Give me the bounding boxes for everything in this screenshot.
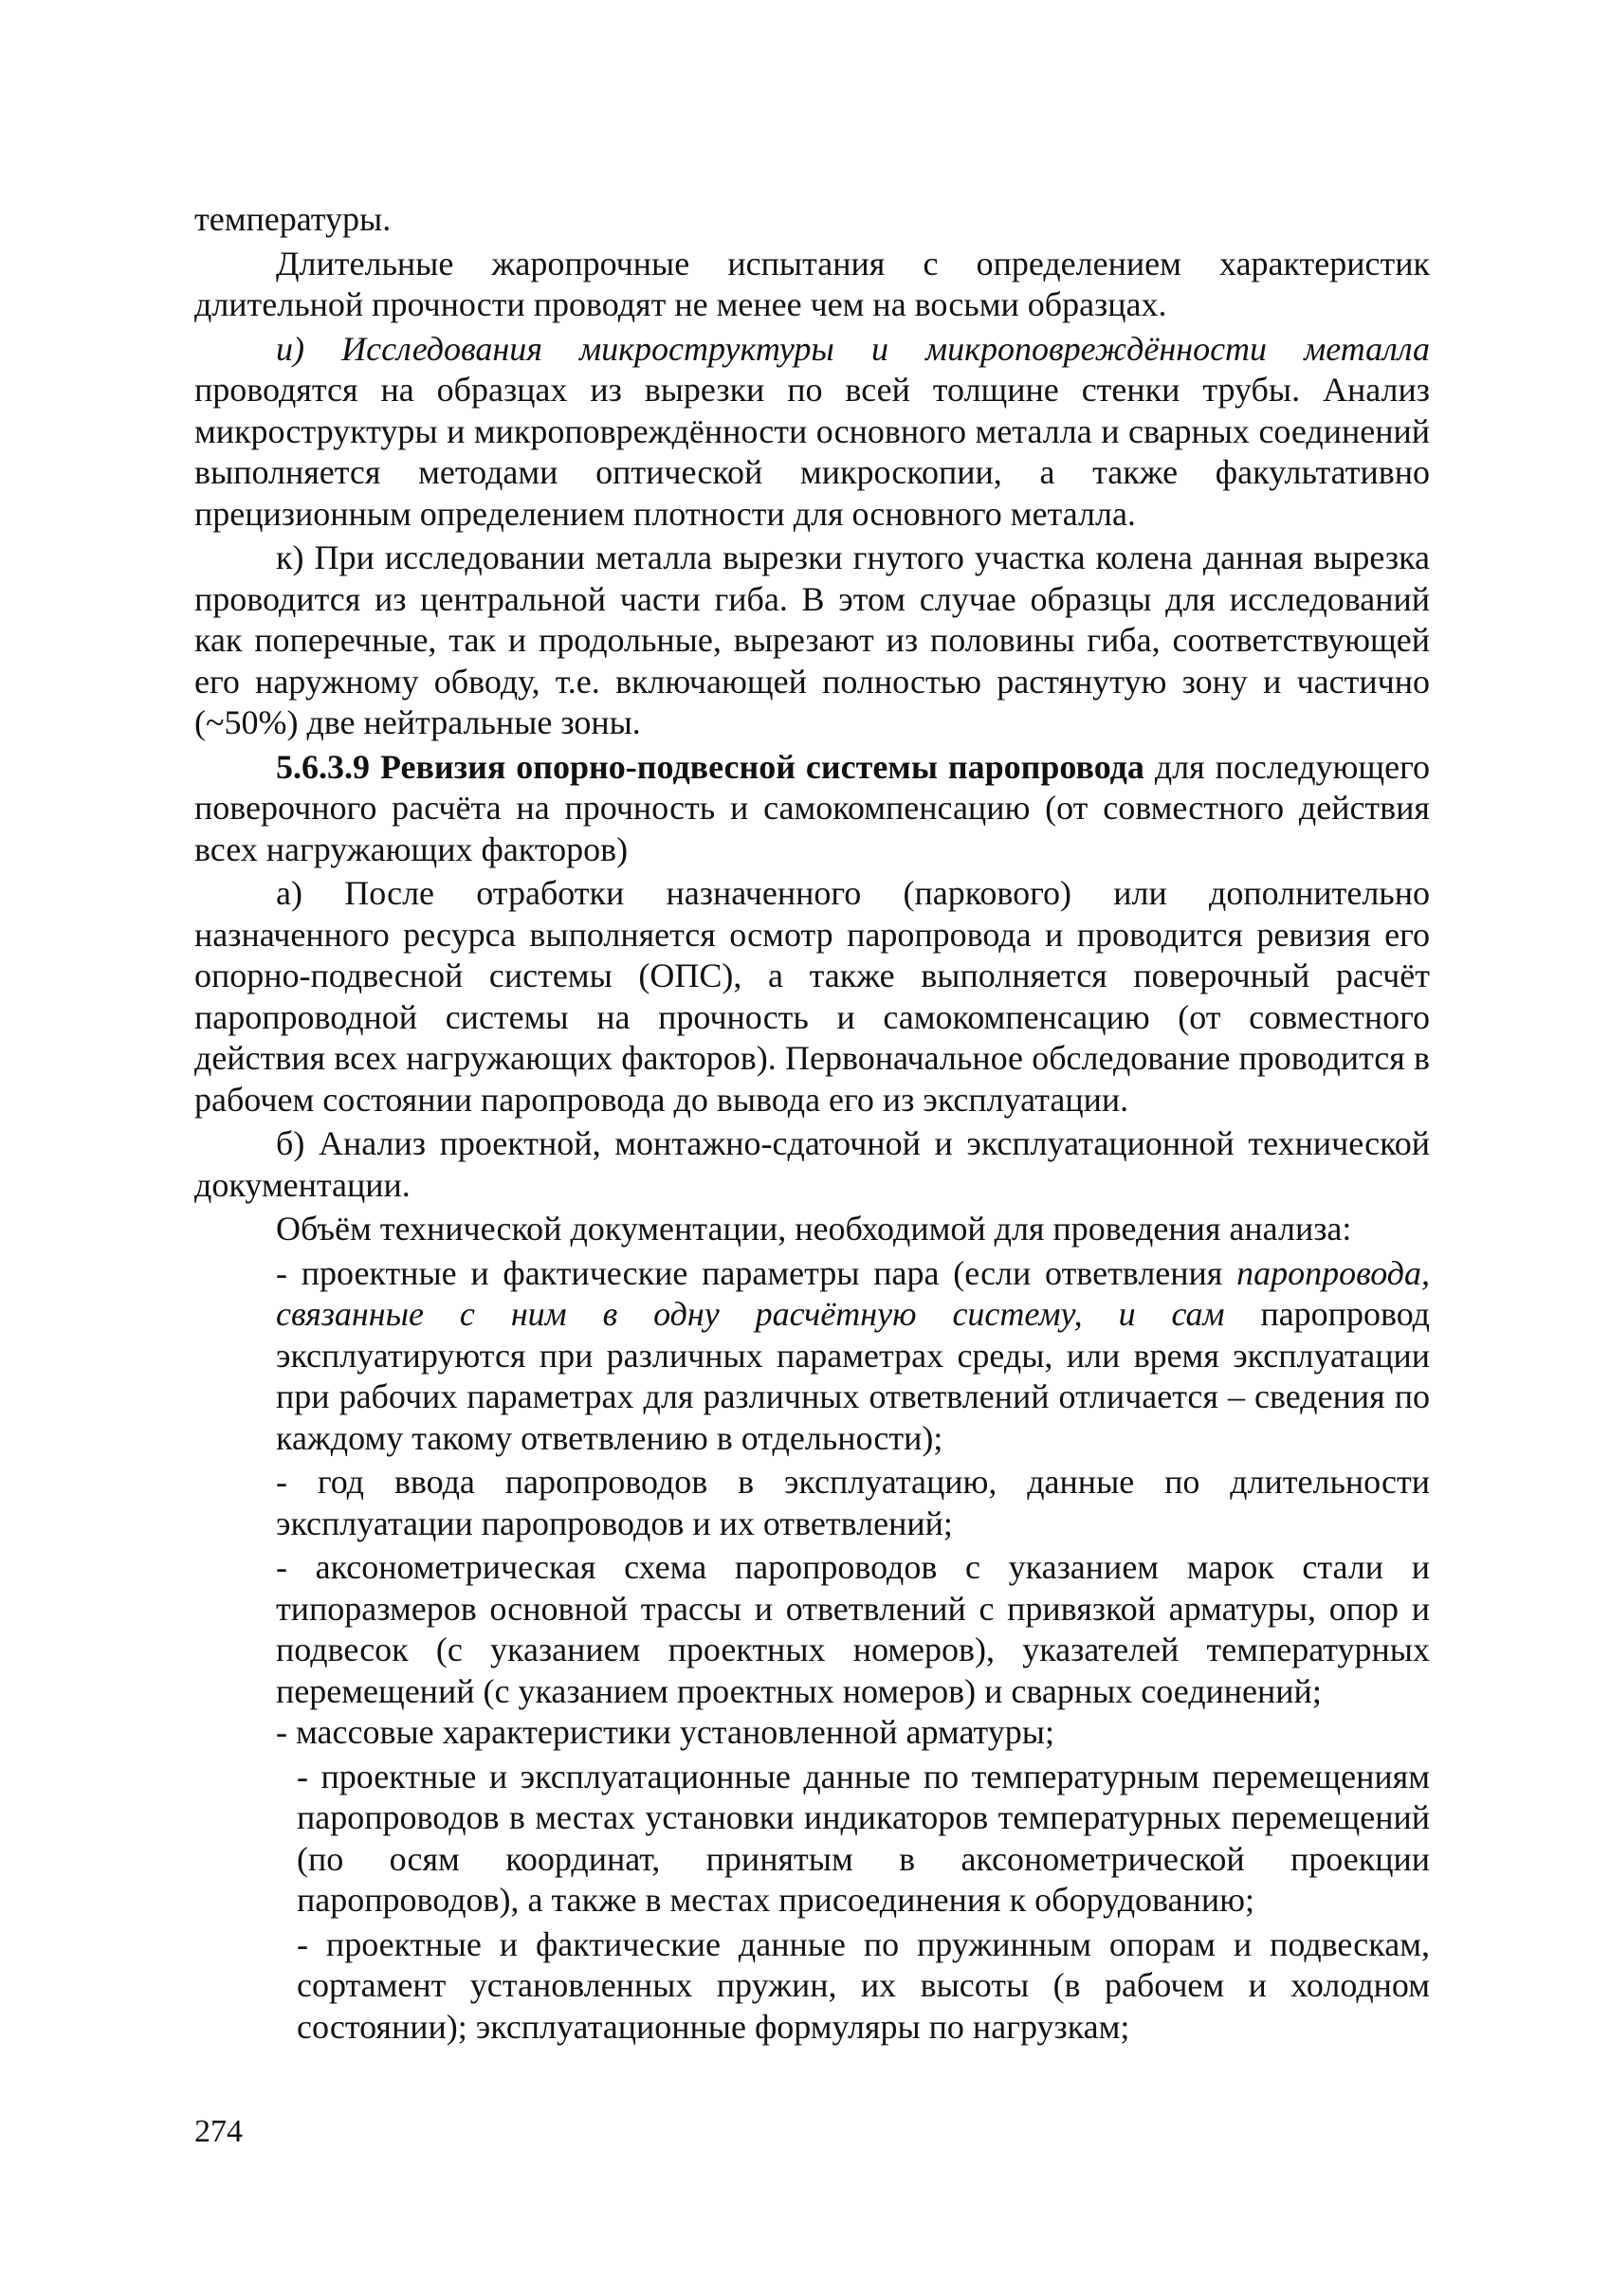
list-item-steam-parameters — [194, 1253, 1430, 1460]
section-heading: 5.6.3.9 Ревизия опорно-подвесной системы паропровода — [276, 747, 1144, 786]
list-item-commissioning-year: - год ввода паропроводов в эксплуатацию, данные по длительности эксплуатации паропроводов и их ответвлений; — [276, 1463, 1430, 1542]
list-item-thermal-displacements: - проектные и эксплуатационные данные по температурным перемещениям паропроводов в местах установки индикаторов температурных перемещений (по осям координат, принятым в аксонометрической проекции паропроводов), а также в местах присоединения к оборудованию; — [297, 1757, 1430, 1919]
list-item-spring-supports: - проектные и фактические данные по пружинным опорам и подвескам, сортамент установленных пружин, их высоты (в рабочем и холодном состоянии); эксплуатационные формуляры по нагрузкам; — [297, 1924, 1430, 2046]
list-item-text: паропровод эксплуатируются при различных параметрах среды, или время эксплуатации при рабочих параметрах для различных ответвлений отличается – сведения по каждому такому ответвлению в отдельности); — [276, 1295, 1430, 1457]
list-item-axonometric-scheme: - аксонометрическая схема паропроводов с указанием марок стали и типоразмеров основной трассы и ответвлений с привязкой арматуры, опор и подвесок (с указанием проектных номеров), указателей температурных перемещений (с указанием проектных номеров) и сварных соединений; — [276, 1548, 1430, 1710]
paragraph-temperature: температуры. — [194, 200, 392, 238]
page-number: 274 — [194, 2114, 243, 2149]
paragraph-bend-section: к) При исследовании металла вырезки гнутого участка колена данная вырезка проводится из центральной части гиба. В этом случае образцы для исследований как поперечные, так и продольные, вырезают из половины гиба, соответствующей его наружному обводу, т.е. включающей полностью растянутую зону и частично (~50%) две нейтральные зоны. — [194, 538, 1430, 741]
body-text — [194, 199, 1430, 2048]
paragraph-a: а) После отработки назначенного (паркового) или дополнительно назначенного ресурса выполняется осмотр паропровода и проводится ревизия его опорно-подвесной системы (ОПС), а также выполняется поверочный расчёт паропроводной системы на прочность и самокомпенсацию (от совместного действия всех нагружающих факторов). Первоначальное обследование проводится в рабочем состоянии паропровода до вывода его из эксплуатации. — [194, 874, 1430, 1119]
list-item-italic-text: паропровода, связанные с ним в одну расчётную систему, и сам — [276, 1253, 1430, 1333]
microstructure-label: и) Исследования микроструктуры и микроповреждённости металла — [276, 329, 1430, 368]
list-item-text: - проектные и фактические параметры пара (если ответвления — [276, 1253, 1237, 1292]
section-heading-rest: для последующего поверочного расчёта на прочность и самокомпенсацию (от совместного действия всех нагружающих факторов) — [194, 747, 1430, 868]
microstructure-text: проводятся на образцах из вырезки по всей толщине стенки трубы. Анализ микроструктуры и микроповреждённости основного металла и сварных соединений выполняется методами оптической микроскопии, а также факультативно прецизионным определением плотности для основного металла. — [194, 371, 1430, 533]
paragraph-microstructure — [194, 329, 1430, 536]
paragraph-section-5-6-3-9 — [194, 747, 1430, 871]
list-item-valve-mass: - массовые характеристики установленной арматуры; — [276, 1713, 1054, 1751]
paragraph-documentation-scope: Объём технической документации, необходимой для проведения анализа: — [276, 1210, 1352, 1248]
paragraph-long-term-tests: Длительные жаропрочные испытания с определением характеристик длительной прочности проводят не менее чем на восьми образцах. — [194, 244, 1430, 323]
paragraph-b: б) Анализ проектной, монтажно-сдаточной и эксплуатационной технической документации. — [194, 1124, 1430, 1204]
